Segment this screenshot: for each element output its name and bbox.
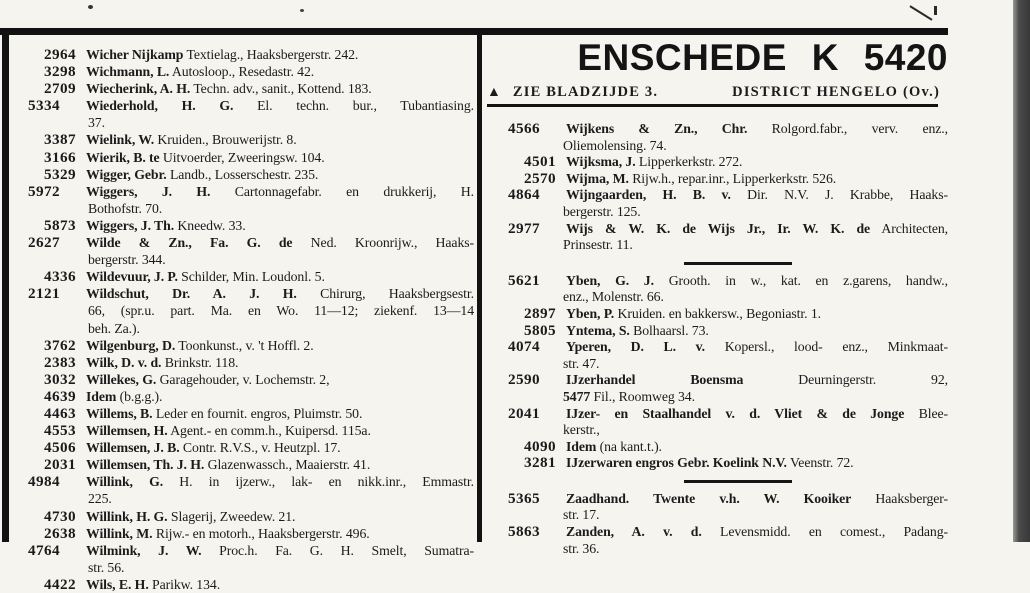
entry-number: 3281 <box>524 454 556 472</box>
entry-number: 3032 <box>44 370 76 388</box>
entry-text: Wijkens & Zn., Chr. Rolgord.fabr., verv. enz., <box>566 121 948 136</box>
column-divider-rule <box>477 32 482 542</box>
entry-number: 2383 <box>44 353 76 371</box>
entry-text: Willemsen, Th. J. H. Glazenwassch., Maaierstr. 41. <box>86 457 371 473</box>
entry-number: 4501 <box>524 153 556 171</box>
entry-number: 5863 <box>508 523 540 541</box>
entry-text: Wildevuur, J. P. Schilder, Min. Loudonl. 5. <box>86 269 325 285</box>
directory-entry <box>28 371 474 388</box>
entry-number: 5805 <box>524 321 556 339</box>
directory-entry <box>28 354 474 371</box>
directory-entry <box>508 524 948 557</box>
top-rule <box>0 28 948 35</box>
entry-number: 4422 <box>44 575 76 593</box>
entry-text: IJzer- en Staalhandel v. d. Vliet & de Jonge Blee- <box>566 405 948 421</box>
directory-entry <box>28 46 474 63</box>
entry-text: Idem (b.g.g.). <box>86 388 163 404</box>
entry-number: 4463 <box>44 404 76 422</box>
directory-entry <box>28 576 474 593</box>
directory-entry <box>28 149 474 166</box>
entry-text: Yntema, S. Bolhaarsl. 73. <box>566 322 709 338</box>
directory-entry <box>28 166 474 183</box>
entry-number: 3387 <box>44 131 76 149</box>
entry-text: enz., Molenstr. 66. <box>563 289 664 305</box>
directory-entry <box>508 491 948 524</box>
entry-number: 2638 <box>44 524 76 542</box>
entry-text: Wiecherink, A. H. Techn. adv., sanit., Kottend. 183. <box>86 81 372 97</box>
directory-entry <box>508 221 948 254</box>
entry-text: 66, (spr.u. part. Ma. en Wo. 11—12; ziekenf. 13—14 <box>88 303 474 319</box>
directory-entry <box>508 187 948 220</box>
directory-entry <box>28 268 474 285</box>
directory-entry <box>28 422 474 439</box>
entry-number: 4764 <box>28 541 60 559</box>
entry-text: Yben, P. Kruiden. en bakkersw., Begoniastr. 1. <box>566 305 821 321</box>
entry-text: Wijksma, J. Lipperkerkstr. 272. <box>566 154 743 170</box>
entry-number: 4553 <box>44 422 76 440</box>
directory-entry <box>508 154 948 171</box>
entry-text: 37. <box>88 115 105 131</box>
entry-number: 2709 <box>44 80 76 98</box>
entry-text: Wijma, M. Rijw.h., repar.inr., Lipperkerkstr. 526. <box>566 170 837 186</box>
entry-text: Willemsen, J. B. Contr. R.V.S., v. Heutzpl. 17. <box>86 440 341 456</box>
entry-number: 5873 <box>44 216 76 234</box>
entry-text: Prinsestr. 11. <box>563 237 633 253</box>
entry-text: Wilgenburg, D. Toonkunst., v. 't Hoffl. 2. <box>86 337 314 353</box>
directory-entry <box>28 97 474 131</box>
entry-number: 2964 <box>44 46 76 63</box>
directory-entry <box>28 405 474 422</box>
entry-text: bergerstr. 125. <box>563 203 641 219</box>
directory-entry <box>28 508 474 525</box>
entry-text: beh. Za.). <box>88 320 140 336</box>
district-label: DISTRICT HENGELO (Ov.) <box>732 84 940 100</box>
directory-entry <box>28 63 474 80</box>
entry-text: Wilde & Zn., Fa. G. de Ned. Kroonrijw., Haaks- <box>86 235 475 251</box>
entry-number: 4090 <box>524 437 556 455</box>
directory-entry <box>508 306 948 323</box>
directory-entry <box>28 217 474 234</box>
entry-number: 5334 <box>28 97 60 115</box>
directory-entry <box>28 542 474 576</box>
directory-entry <box>28 80 474 97</box>
entry-text: Willemsen, H. Agent.- en comm.h., Kuipersd. 115a. <box>86 423 371 439</box>
entry-text: IJzerhandel Boensma Deurningerstr. 92, <box>566 372 948 388</box>
entry-number: 2897 <box>524 304 556 322</box>
entry-text: Wicher Nijkamp Textielag., Haaksbergerstr. 242. <box>86 47 359 62</box>
directory-entry <box>28 456 474 473</box>
directory-entry <box>28 183 474 217</box>
entry-number: 3166 <box>44 148 76 166</box>
scan-artifact <box>300 9 304 12</box>
entry-text: str. 36. <box>563 540 600 556</box>
entry-number: 5365 <box>508 489 540 507</box>
directory-entry <box>508 372 948 405</box>
directory-entry <box>28 337 474 354</box>
entry-text: Yben, G. J. Grooth. in w., kat. en z.garens, handw., <box>566 272 949 288</box>
entry-number: 5621 <box>508 271 540 289</box>
subtitle-rule <box>487 104 938 107</box>
entry-text: Willink, M. Rijw.- en motorh., Haaksbergerstr. 496. <box>86 525 370 541</box>
entry-text: Zanden, A. v. d. Levensmidd. en comest., Padang- <box>566 524 948 540</box>
entry-number: 5972 <box>28 182 60 200</box>
entry-text: bergerstr. 344. <box>88 252 166 268</box>
directory-entry <box>28 525 474 542</box>
entry-text: Wiggers, J. H. Cartonnagefabr. en drukkerij, H. <box>86 183 474 199</box>
directory-entry <box>28 439 474 456</box>
entry-text: str. 17. <box>563 507 600 523</box>
directory-column-left <box>28 46 475 593</box>
entry-number: 2121 <box>28 285 60 303</box>
entry-number: 3762 <box>44 336 76 354</box>
entry-number: 2627 <box>28 234 60 252</box>
scan-artifact <box>934 6 937 15</box>
entry-text: Wigger, Gebr. Landb., Losserschestr. 235. <box>86 166 319 182</box>
see-page-label: ZIE BLADZIJDE 3. <box>512 84 659 100</box>
scan-artifact <box>909 5 932 20</box>
entry-text: IJzerwaren engros Gebr. Koelink N.V. Veenstr. 72. <box>566 455 854 471</box>
entry-text: Willink, G. H. in ijzerw., lak- en nikk.inr., Emmastr. <box>86 474 474 490</box>
triangle-icon: ▲ <box>487 85 501 100</box>
entry-number: 4074 <box>508 338 540 356</box>
entry-number: 2570 <box>524 169 556 187</box>
entry-number: 4506 <box>44 439 76 457</box>
directory-entry <box>508 455 948 472</box>
directory-entry <box>508 439 948 456</box>
entry-number: 4730 <box>44 507 76 525</box>
entry-number: 2041 <box>508 404 540 422</box>
entry-text: Bothofstr. 70. <box>88 200 163 216</box>
entry-text: Willink, H. G. Slagerij, Zweedew. 21. <box>86 508 296 524</box>
entry-number: 5329 <box>44 165 76 183</box>
entry-text: Oliemolensing. 74. <box>563 137 667 153</box>
directory-entry <box>508 121 948 154</box>
entry-text: Wildschut, Dr. A. J. H. Chirurg, Haaksbergsestr. <box>86 286 475 302</box>
entry-text: str. 56. <box>88 559 125 575</box>
entry-number: 2590 <box>508 371 540 389</box>
directory-column-right <box>508 120 949 556</box>
entry-number: 2977 <box>508 219 540 237</box>
entry-text: Willems, B. Leder en fournit. engros, Pluimstr. 50. <box>86 405 363 421</box>
directory-entry <box>508 339 948 372</box>
entry-text: str. 47. <box>563 355 600 371</box>
see-page-note <box>487 84 658 101</box>
page-title: ENSCHEDE K 5420 <box>577 37 948 78</box>
entry-text: Yperen, D. L. v. Kopersl., lood- enz., Minkmaat- <box>566 339 948 355</box>
scan-edge-shadow <box>1013 0 1030 542</box>
entry-number: 4639 <box>44 387 76 405</box>
entry-text: Wijs & W. K. de Wijs Jr., Ir. W. K. de Architecten, <box>566 220 949 236</box>
entry-text: 5477 Fil., Roomweg 34. <box>563 388 695 404</box>
entry-text: 225. <box>88 491 112 507</box>
entry-number: 4566 <box>508 120 540 137</box>
entry-text: Wils, E. H. Parikw. 134. <box>86 576 221 592</box>
left-border-rule <box>2 32 9 542</box>
directory-entry <box>28 388 474 405</box>
page-subtitle <box>487 84 940 101</box>
directory-entry <box>508 273 948 306</box>
entry-text: Wiederhold, H. G. El. techn. bur., Tubantiasing. <box>86 98 475 114</box>
scan-artifact <box>88 5 93 9</box>
entry-text: Wichmann, L. Autosloop., Resedastr. 42. <box>86 64 315 80</box>
directory-entry <box>508 406 948 439</box>
entry-text: Wiggers, J. Th. Kneedw. 33. <box>86 217 246 233</box>
entry-number: 4984 <box>28 473 60 491</box>
entry-text: Wijngaarden, H. B. v. Dir. N.V. J. Krabbe, Haaks- <box>566 187 948 203</box>
directory-entry <box>508 323 948 340</box>
entry-text: Wilk, D. v. d. Brinkstr. 118. <box>86 354 239 370</box>
entry-number: 3298 <box>44 63 76 81</box>
section-divider-rule <box>684 480 792 483</box>
directory-entry <box>28 473 474 507</box>
section-divider-rule <box>684 262 792 265</box>
entry-number: 4864 <box>508 186 540 204</box>
entry-text: Wierik, B. te Uitvoerder, Zweeringsw. 104. <box>86 149 325 165</box>
directory-entry <box>28 131 474 148</box>
entry-text: Wielink, W. Kruiden., Brouwerijstr. 8. <box>86 132 297 148</box>
entry-text: Zaadhand. Twente v.h. W. Kooiker Haaksberger- <box>566 490 948 506</box>
entry-text: Idem (na kant.t.). <box>566 438 662 454</box>
directory-entry <box>28 234 474 268</box>
entry-number: 2031 <box>44 456 76 474</box>
directory-entry <box>28 285 474 336</box>
entry-text: Wilmink, J. W. Proc.h. Fa. G. H. Smelt, Sumatra- <box>86 542 474 558</box>
entry-number: 4336 <box>44 268 76 286</box>
directory-entry <box>508 171 948 188</box>
entry-text: kerstr., <box>563 422 600 438</box>
entry-text: Willekes, G. Garagehouder, v. Lochemstr. 2, <box>86 371 330 387</box>
